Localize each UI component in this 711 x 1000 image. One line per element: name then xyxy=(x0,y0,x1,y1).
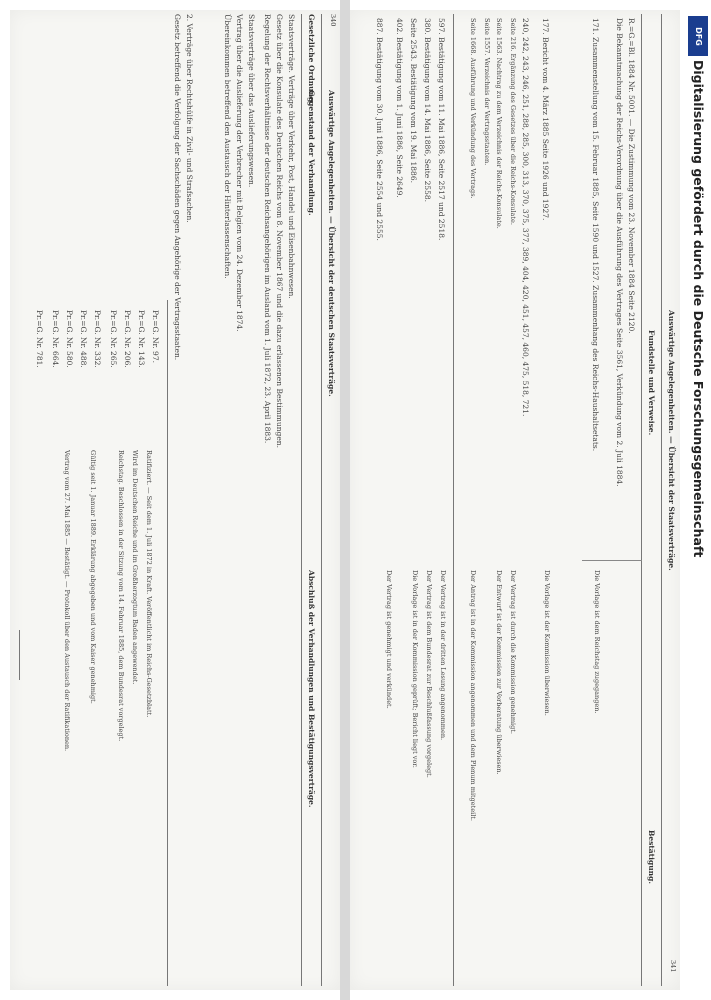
left-section-1: Staatsverträge. Verträge über Verkehr, Post, Handel und Eisenbahnwesen. xyxy=(287,14,296,299)
left-entry-9: Pr.=G. Nr. 781. xyxy=(35,310,44,368)
left-header-col2: Gegenstand der Verhandlung. xyxy=(307,90,316,216)
left-note-1: Ratifiziert. — Seit dem 1. Juli 1872 in Kraft. Veröffentlicht im Reichs-Gesetzblatt. xyxy=(145,450,153,718)
dfg-watermark-text: Digitalisierung gefördert durch die Deutsche Forschungsgemeinschaft xyxy=(691,60,706,558)
left-header-col3: Abschluß der Verhandlungen und Bestätigungsverträge. xyxy=(307,570,316,808)
left-note-5: Vertrag vom 27. Mai 1885 — Bestätigt. — Protokoll über den Austausch der Ratifikationen. xyxy=(63,450,71,752)
rule xyxy=(661,14,662,986)
right-entry-14: 887. Bestätigung vom 30. Juni 1886, Seite 2554 und 2555. xyxy=(375,18,384,241)
left-note-2: Wird im Deutschen Reiche und im Großherzogtum Baden angewendet. xyxy=(131,450,139,685)
right-running-head: Auswärtige Angelegenheiten. — Übersicht der Staatsverträge. xyxy=(667,310,676,571)
left-entry-3: Pr.=G. Nr. 206. xyxy=(123,310,132,368)
left-section-4: Staatsverträge über das Auslieferungswesen. xyxy=(247,14,256,188)
right-note-5: Der Antrag ist in der Kommission angenommen und dem Plenum mitgeteilt. xyxy=(469,570,477,821)
right-entry-8: Seite 1557. Verzeichnis der Vertragsstaaten. xyxy=(483,18,491,166)
right-entry-11: 380. Bestätigung vom 14. Mai 1886, Seite 2558. xyxy=(423,18,432,203)
book-gutter xyxy=(340,0,350,1000)
right-note-7: Der Vertrag ist dem Bundesrat zur Beschlußfassung vorgelegt. xyxy=(425,570,433,778)
right-note-2: Die Vorlage ist der Kommission überwiesen. xyxy=(543,570,551,716)
left-entry-6: Pr.=G. Nr. 488. xyxy=(79,310,88,368)
rule xyxy=(453,14,454,986)
right-entry-10: 597. Bestätigung vom 11. Mai 1886, Seite 2517 und 2518. xyxy=(437,18,446,241)
right-entry-13: 402. Bestätigung vom 1. Juni 1886, Seite 2649. xyxy=(395,18,404,198)
rule xyxy=(641,14,642,986)
right-note-9: Der Vertrag ist genehmigt und verkündet. xyxy=(385,570,393,709)
right-note-6: Der Vertrag ist in der dritten Lesung angenommen. xyxy=(439,570,447,741)
right-header-col2: Bestätigung. xyxy=(647,830,656,884)
right-page xyxy=(350,10,680,990)
rule xyxy=(321,14,322,986)
right-note-3: Der Vertrag ist durch die Kommission genehmigt. xyxy=(509,570,517,734)
left-page xyxy=(10,10,340,990)
right-entry-3: 171. Zusammenstellung vom 15. Februar 1885, Seite 1590 und 1527. Zusammenhang des Reichs-Haushaltsetats. xyxy=(591,18,600,452)
right-entry-9: Seite 1668. Ausführung und Verkündung des Vertrags. xyxy=(469,18,477,199)
rule xyxy=(19,630,20,680)
left-section-5: Vertrag über die Auslieferung der Verbrecher mit Belgien vom 24. Dezember 1874. xyxy=(235,14,244,332)
column-rule xyxy=(582,560,642,561)
dfg-logo: DFG xyxy=(688,16,708,56)
right-note-4: Der Entwurf ist der Kommission zur Vorberatung überwiesen. xyxy=(495,570,503,775)
right-header-col1: Fundstelle und Verweise. xyxy=(647,330,656,436)
left-header-col1: Gesetzliche Ordnung. xyxy=(307,14,316,105)
right-entry-12: Seite 2543. Bestätigung vom 19. Mai 1886. xyxy=(409,18,418,183)
left-page-number: 340 xyxy=(329,14,337,27)
left-entry-4: Pr.=G. Nr. 265. xyxy=(109,310,118,368)
right-note-8: Die Vorlage ist in der Kommission geprüft; Bericht liegt vor. xyxy=(411,570,419,768)
left-entry-5: Pr.=G. Nr. 332. xyxy=(93,310,102,368)
right-entry-1: R.=G.=Bl. 1884 Nr. 5001. — Die Zustimmung vom 23. November 1884 Seite 2120. xyxy=(627,18,636,334)
rule xyxy=(167,300,168,986)
left-section-2: Gesetz über die Konsulate des Deutschen Reichs vom 8. November 1867 und die dazu erlassenen Bestimmungen. xyxy=(275,14,284,449)
left-section-8: Gesetz betreffend die Verfolgung der Sachschäden gegen Angehörige der Vertragsstaaten. xyxy=(173,14,182,361)
right-entry-6: Seite 216. Ergänzung des Gesetzes über die Reichs-Konsulate. xyxy=(509,18,517,225)
right-entry-4: 177. Bericht vom 4. März 1885 Seite 1926 und 1927. xyxy=(541,18,550,221)
left-note-4: Gültig seit 1. Januar 1889. Erklärung abgegeben und vom Kaiser genehmigt. xyxy=(89,450,97,704)
right-entry-2: Die Bekanntmachung der Reichs-Verordnung über die Ausführung des Vertrages Seite 3561, Verkündung vom 2. Juli 1884. xyxy=(615,18,624,487)
dfg-watermark xyxy=(687,8,709,988)
left-entry-7: Pr.=G. Nr. 580. xyxy=(65,310,74,368)
left-running-head: Auswärtige Angelegenheiten. — Übersicht der deutschen Staatsverträge. xyxy=(327,90,336,397)
right-page-number: 341 xyxy=(669,960,677,973)
left-note-3: Reichstag. Beschlossen in der Sitzung vom 14. Februar 1885, dem Bundesrat vorgelegt. xyxy=(117,450,125,742)
left-entry-8: Pr.=G. Nr. 664. xyxy=(51,310,60,368)
left-section-6: Übereinkommen betreffend den Austausch der Hinterlassenschaften. xyxy=(223,14,232,279)
left-section-3: Regelung der Rechtsverhältnisse der deutschen Reichsangehörigen im Ausland vom 1. Juli 1872, 23. April 1883. xyxy=(263,14,272,444)
left-entry-1: Pr.=G. Nr. 97. xyxy=(151,310,160,363)
left-page-content xyxy=(10,10,340,990)
left-section-7: 2. Verträge über Rechtshülfe in Zivil- und Strafsachen. xyxy=(185,14,194,223)
right-entry-5: 240, 242, 243, 246, 251, 288, 285, 300, 313, 370, 375, 377, 389, 404, 420, 451, 457, 460, 475, 518, 721. xyxy=(521,18,530,417)
left-entry-2: Pr.=G. Nr. 143. xyxy=(137,310,146,368)
right-entry-7: Seite 1563. Nachtrag zu dem Verzeichnis der Reichs-Konsulate. xyxy=(495,18,503,229)
rule xyxy=(301,14,302,986)
right-note-1: Die Vorlage ist dem Reichstag zugegangen. xyxy=(593,570,601,714)
right-page-content xyxy=(350,10,680,990)
